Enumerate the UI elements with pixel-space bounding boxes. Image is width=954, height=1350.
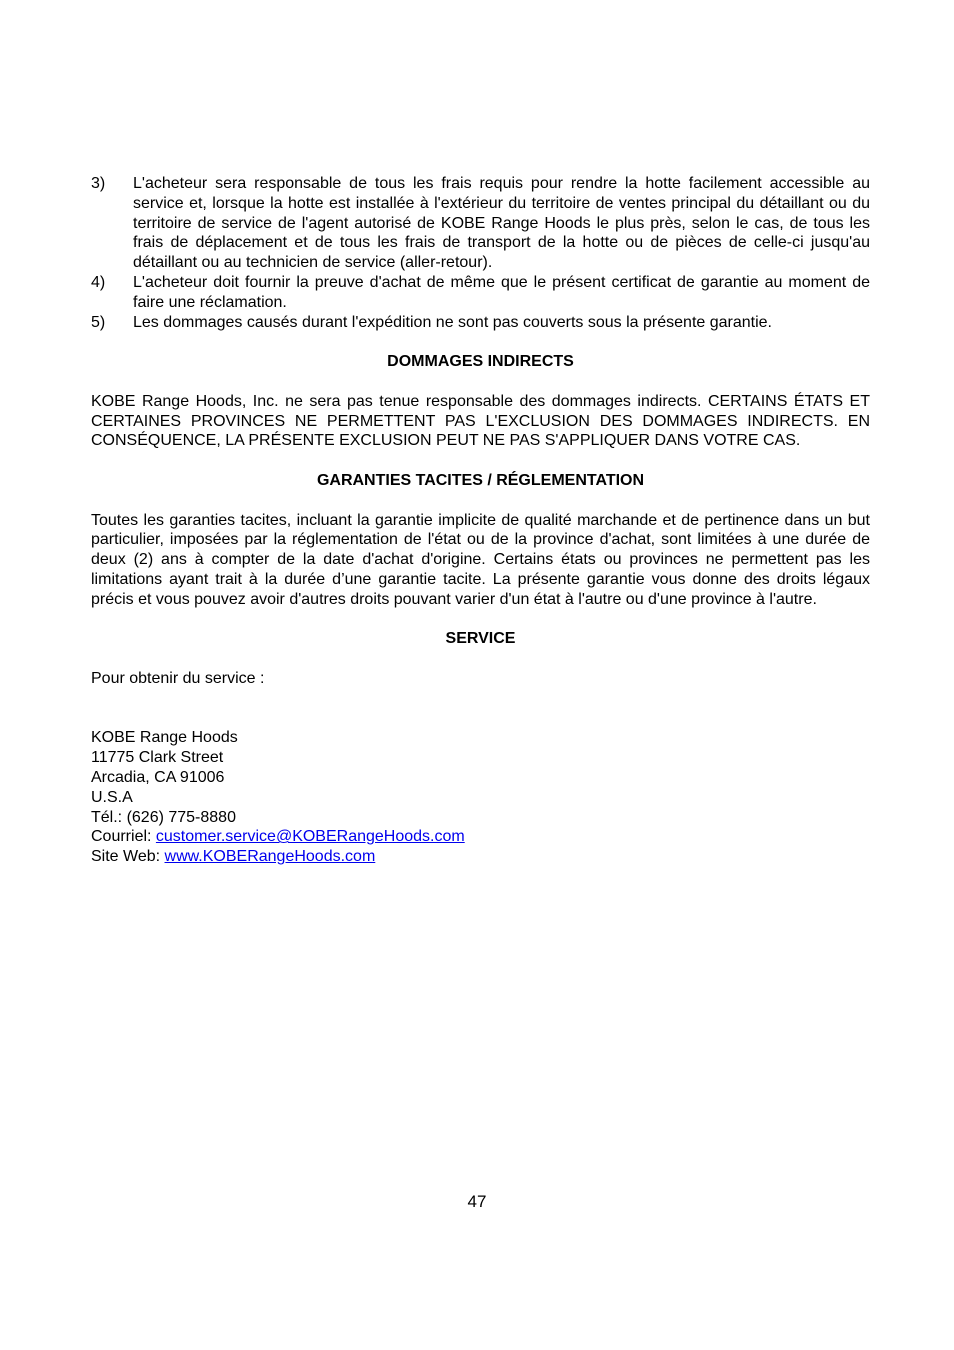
list-item-number: 3)	[91, 175, 106, 192]
email-link[interactable]: customer.service@KOBERangeHoods.com	[155, 828, 465, 846]
website-line	[91, 847, 870, 867]
list-item-text: L'acheteur sera responsable de tous les frais requis pour rendre la hotte facilement accessible au service et, lorsque la hotte est installée à l'extérieur du territoire de ventes principal du détaillant ou du territoire de service de l'agent autorisé de KOBE Range Hoods le plus près, selon le cas, de tous les frais de déplacement et de tous les frais de transport de la hotte ou de pièces de celle-ci jusqu'au détaillant ou au technicien de service (aller-retour).	[133, 175, 870, 272]
website-label: Site Web:	[91, 848, 165, 866]
heading-indirect-damages: DOMMAGES INDIRECTS	[387, 353, 574, 371]
contact-address	[91, 728, 870, 867]
paragraph-indirect-damages: KOBE Range Hoods, Inc. ne sera pas tenue responsable des dommages indirects. CERTAINS ÉTATS ET CERTAINES PROVINCES NE PERMETTENT PAS L'EXCLUSION DES DOMMAGES INDIRECTS. EN CONSÉQUENCE, LA PRÉSENTE EXCLUSION PEUT NE PAS S'APPLIQUER DANS VOTRE CAS.	[91, 392, 870, 450]
page-number: 47	[467, 1192, 487, 1211]
document-page	[91, 174, 870, 867]
conditions-list	[91, 174, 870, 332]
service-intro: Pour obtenir du service :	[91, 669, 265, 687]
email-line	[91, 827, 870, 847]
phone-number: Tél.: (626) 775-8880	[91, 808, 236, 826]
list-item-number: 5)	[91, 313, 106, 331]
country: U.S.A	[91, 788, 133, 806]
list-item	[91, 174, 870, 273]
list-item-text: L'acheteur doit fournir la preuve d'achat de même que le présent certificat de garantie au moment de faire une réclamation.	[133, 273, 870, 311]
heading-service: SERVICE	[445, 630, 516, 648]
list-item-number: 4)	[91, 273, 106, 291]
heading-tacit-warranties: GARANTIES TACITES / RÉGLEMENTATION	[316, 471, 645, 489]
company-name: KOBE Range Hoods	[91, 729, 238, 747]
email-label: Courriel:	[91, 828, 156, 846]
list-item	[91, 313, 870, 333]
list-item	[91, 273, 870, 313]
street-address: 11775 Clark Street	[91, 749, 224, 767]
city-address: Arcadia, CA 91006	[91, 768, 225, 786]
list-item-text: Les dommages causés durant l'expédition ne sont pas couverts sous la présente garantie.	[133, 313, 772, 331]
website-link[interactable]: www.KOBERangeHoods.com	[164, 848, 376, 866]
paragraph-tacit-warranties: Toutes les garanties tacites, incluant la garantie implicite de qualité marchande et de pertinence dans un but particulier, imposées par la réglementation de l'état ou de la province d'achat, sont limitées à une durée de deux (2) ans à compter de la date d'achat d'origine. Certains états ou provinces ne permettent pas les limitations ayant trait à la durée d’une garantie tacite. La présente garantie vous donne des droits légaux précis et vous pouvez avoir d'autres droits pouvant varier d'un état à l'autre ou d'une province à l'autre.	[91, 511, 870, 608]
